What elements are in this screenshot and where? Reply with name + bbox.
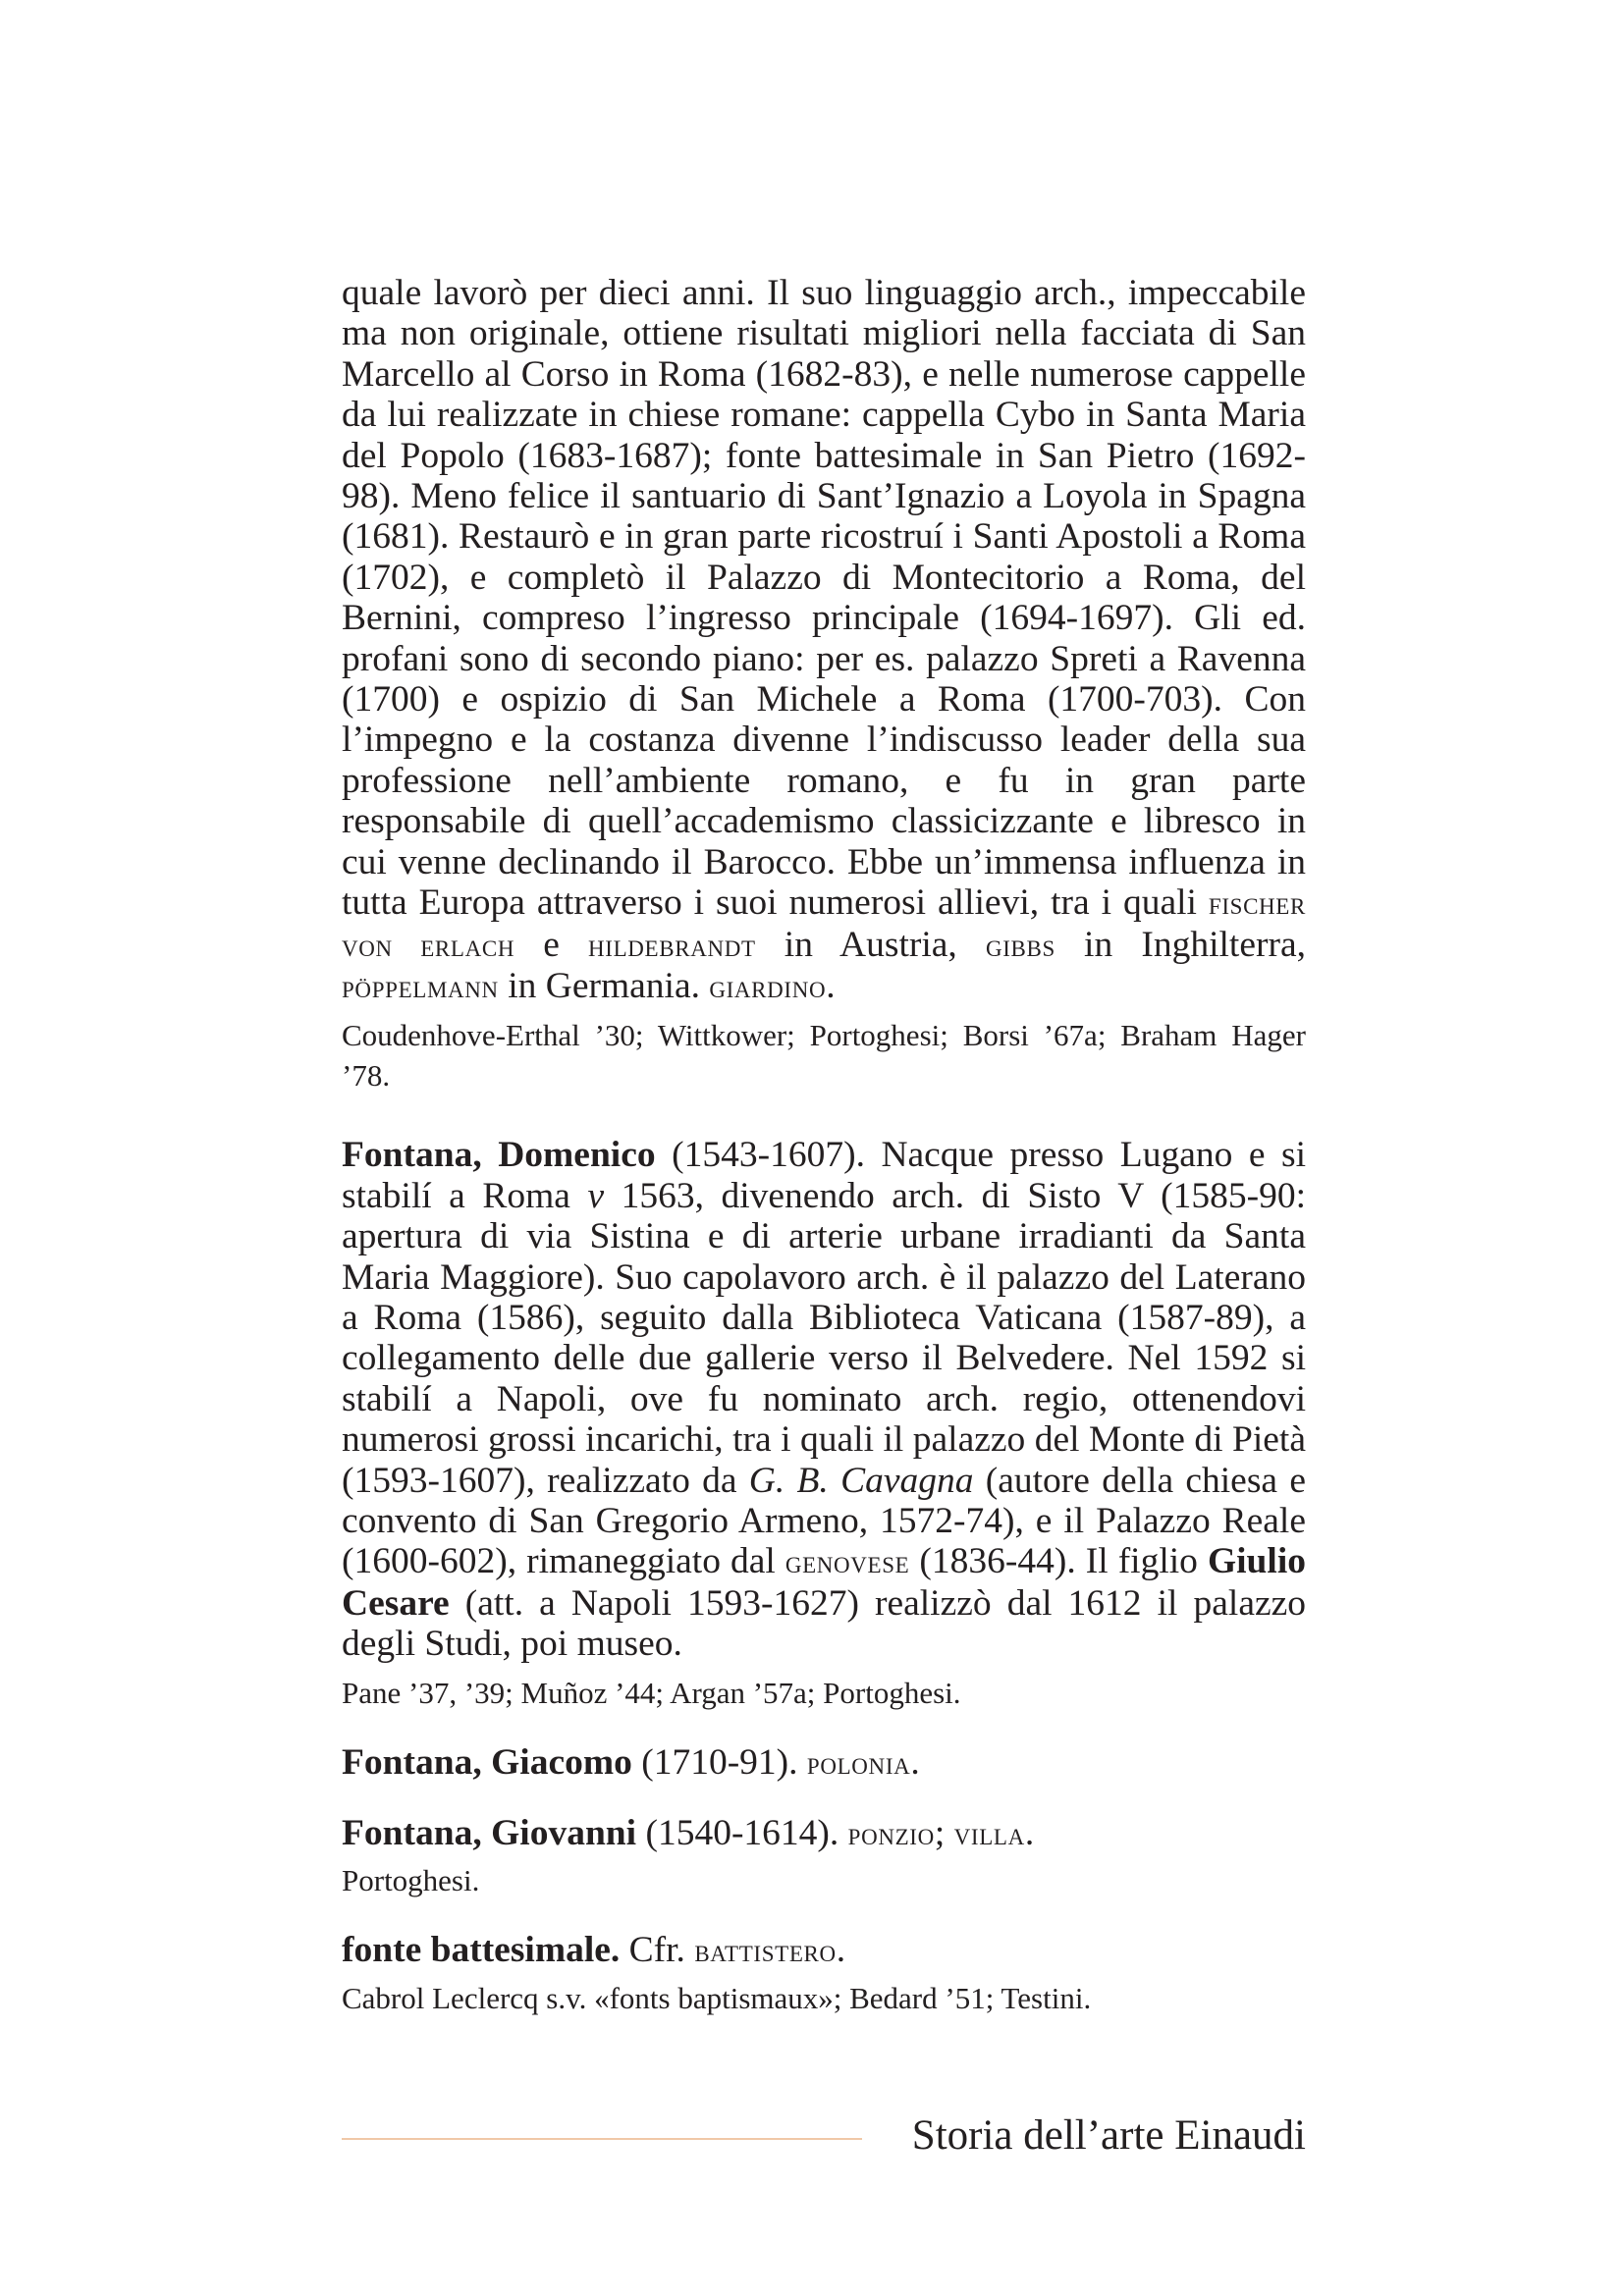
cross-reference: gibbs [985, 927, 1055, 963]
entry-headword: Fontana, Domenico [342, 1135, 656, 1176]
cross-reference: hildebrandt [588, 927, 756, 963]
cross-reference: pöppelmann [342, 968, 499, 1004]
entry-headword: Fontana, Giacomo [342, 1741, 632, 1783]
entry-fontana-giacomo [342, 1742, 1306, 1784]
footer-title: Storia dell’arte Einaudi [911, 2112, 1306, 2159]
cross-reference: polonia [806, 1744, 911, 1781]
cross-reference: genovese [784, 1544, 910, 1580]
entry-headword: fonte battesimale. [342, 1930, 621, 1971]
entry-body: fonte battesimale. Cfr. battistero. [342, 1930, 846, 1971]
entry-fonte-battesimale [342, 1930, 1306, 2017]
cross-reference: fischer von erlach [342, 885, 1306, 963]
entry-bibliography: Portoghesi. [342, 1863, 480, 1898]
entry-bibliography: Coudenhove-Erthal ’30; Wittkower; Portoghesi; Borsi ’67a; Braham Hager ’78. [342, 1018, 1306, 1094]
cross-reference: villa [953, 1816, 1025, 1851]
sub-headword: Giulio Cesare [342, 1541, 1306, 1624]
cross-reference: giardino [709, 968, 827, 1004]
entry-bibliography: Pane ’37, ’39; Muñoz ’44; Argan ’57a; Portoghesi. [342, 1675, 961, 1710]
entry-fontana-domenico [342, 1135, 1306, 1712]
entry-headword: Fontana, Giovanni [342, 1813, 637, 1853]
entry-continuation [342, 273, 1306, 1095]
cross-reference: battistero [694, 1933, 837, 1969]
dictionary-text [342, 273, 1306, 2018]
entry-body: quale lavorò per dieci anni. Il suo linguaggio arch., impeccabile ma non originale, ottiene risultati migliori nella facciata di San Marcello al Corso in Roma (1682-83), e nelle numerose cappelle da lui realizzate in chiese romane: cappella Cybo in Santa Maria del Popolo (1683-1687); fonte battesimale in San Pietro (1692-98). Meno felice il santuario di Sant’Ignazio a Loyola in Spagna (1681). Restaurò e in gran parte ricostruí i Santi Apostoli a Roma (1702), e completò il Palazzo di Montecitorio a Roma, del Bernini, compreso l’ingresso principale (1694-1697). Gli ed. profani sono di secondo piano: per es. palazzo Spreti a Ravenna (1700) e ospizio di San Michele a Roma (1700-703). Con l’impegno e la costanza divenne l’indiscusso leader della sua professione nell’ambiente romano, e fu in gran parte responsabile di quell’accademismo classicizzante e libresco in cui venne declinando il Barocco. Ebbe un’immensa influenza in tutta Europa attraverso i suoi numerosi allievi, tra i quali fischer von erlach e hildebrandt in Austria, gibbs in Inghilterra, pöppelmann in Germania. giardino. [342, 273, 1306, 1006]
entry-fontana-giovanni [342, 1813, 1306, 1900]
cross-reference: ponzio [847, 1816, 935, 1851]
entry-bibliography: Cabrol Leclercq s.v. «fonts baptismaux»; Bedard ’51; Testini. [342, 1980, 1092, 2015]
entry-body: Fontana, Giovanni (1540-1614). ponzio; villa. [342, 1813, 1035, 1853]
entry-body: Fontana, Domenico (1543-1607). Nacque presso Lugano e si stabilí a Roma v 1563, divenendo arch. di Sisto V (1585-90: apertura di via Sistina e di arterie urbane irradianti da Santa Maria Maggiore). Suo capolavoro arch. è il palazzo del Laterano a Roma (1586), seguito dalla Biblioteca Vaticana (1587-89), a collegamento delle due gallerie verso il Belvedere. Nel 1592 si stabilí a Napoli, ove fu nominato arch. regio, ottenendovi numerosi grossi incarichi, tra i quali il palazzo del Monte di Pietà (1593-1607), realizzato da G. B. Cavagna (autore della chiesa e convento di San Gregorio Armeno, 1572-74), e il Palazzo Reale (1600-602), rimaneggiato dal genovese (1836-44). Il figlio Giulio Cesare (att. a Napoli 1593-1627) realizzò dal 1612 il palazzo degli Studi, poi museo. [342, 1135, 1307, 1665]
entry-body: Fontana, Giacomo (1710-91). polonia. [342, 1741, 920, 1783]
footer-rule [342, 2138, 862, 2140]
